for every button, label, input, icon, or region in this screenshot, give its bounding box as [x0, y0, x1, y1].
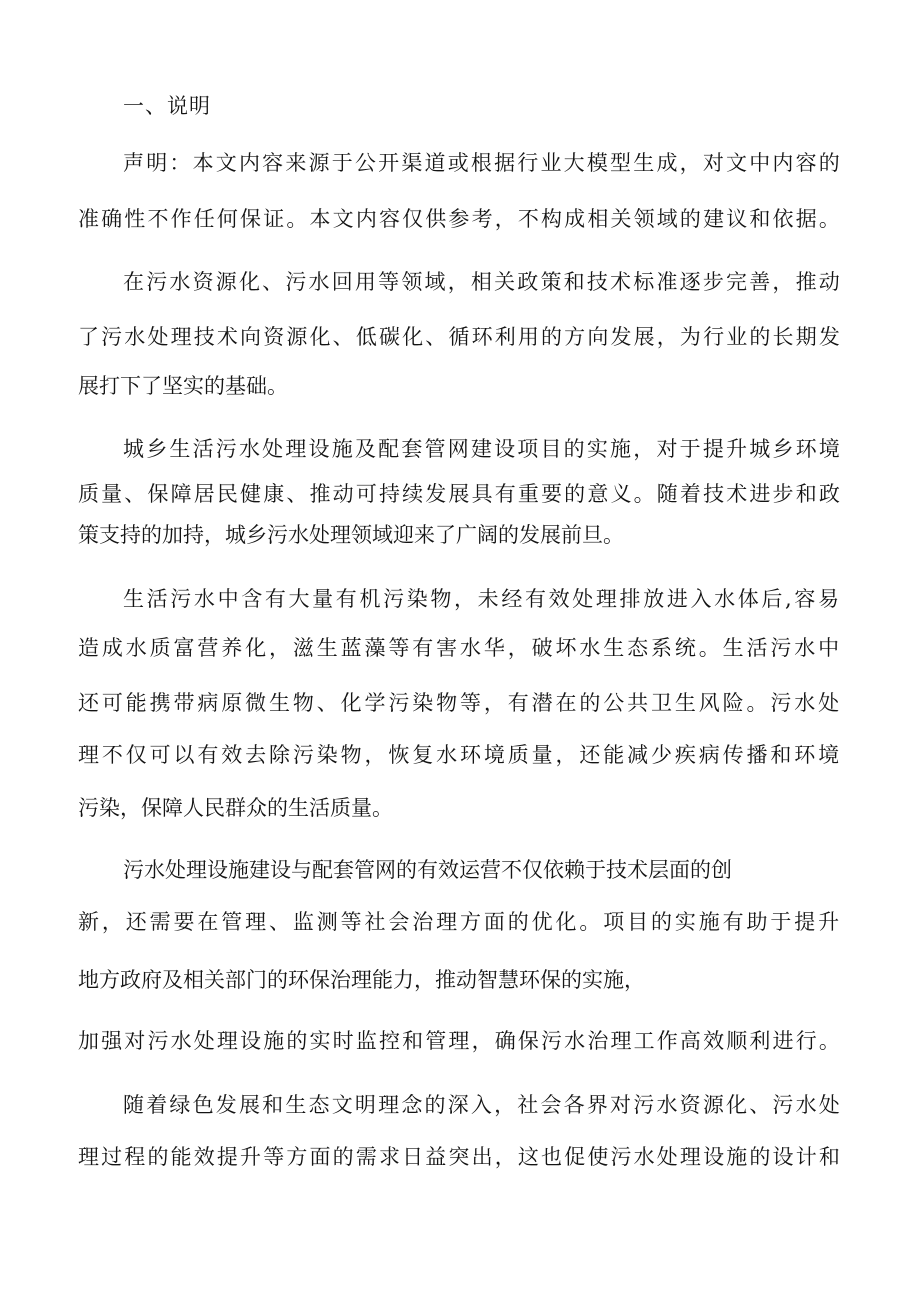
paragraph-5-line-4: 加强对污水处理设施的实时监控和管理，确保污水治理工作高效顺利进行。 — [78, 1029, 842, 1053]
paragraph-4-line-4: 理不仅可以有效去除污染物，恢复水环境质量，还能减少疾病传播和环境 — [78, 743, 842, 767]
paragraph-4-line-1: 生活污水中含有大量有机污染物，未经有效处理排放进入水体后,容易 — [123, 587, 842, 611]
section-heading: 一、说明 — [123, 94, 211, 118]
paragraph-2-line-2: 了污水处理技术向资源化、低碳化、循环利用的方向发展，为行业的长期发 — [78, 325, 842, 349]
paragraph-2-line-3: 展打下了坚实的基础。 — [78, 374, 288, 398]
paragraph-5-line-2: 新，还需要在管理、监测等社会治理方面的优化。项目的实施有助于提升 — [78, 910, 842, 934]
paragraph-5-line-1: 污水处理设施建设与配套管网的有效运营不仅依赖于技术层面的创 — [123, 858, 732, 882]
paragraph-6-line-1: 随着绿色发展和生态文明理念的深入，社会各界对污水资源化、污水处 — [123, 1093, 842, 1117]
paragraph-2-line-1: 在污水资源化、污水回用等领域，相关政策和技术标准逐步完善，推动 — [123, 270, 842, 294]
paragraph-5-line-3: 地方政府及相关部门的环保治理能力，推动智慧环保的实施， — [78, 968, 645, 992]
paragraph-1-line-2: 准确性不作任何保证。本文内容仅供参考，不构成相关领域的建议和依据。 — [78, 207, 842, 231]
paragraph-3-line-2: 质量、保障居民健康、推动可持续发展具有重要的意义。随着技术进步和政 — [78, 482, 842, 506]
paragraph-3-line-3: 策支持的加持，城乡污水处理领域迎来了广阔的发展前旦。 — [78, 523, 624, 547]
paragraph-4-line-3: 还可能携带病原微生物、化学污染物等，有潜在的公共卫生风险。污水处 — [78, 691, 842, 715]
paragraph-6-line-2: 理过程的能效提升等方面的需求日益突出，这也促使污水处理设施的设计和 — [78, 1145, 842, 1169]
paragraph-4-line-2: 造成水质富营养化，滋生蓝藻等有害水华，破坏水生态系统。生活污水中 — [78, 636, 842, 660]
paragraph-3-line-1: 城乡生活污水处理设施及配套管网建设项目的实施，对于提升城乡环境 — [123, 437, 842, 461]
paragraph-1-line-1: 声明：本文内容来源于公开渠道或根据行业大模型生成，对文中内容的 — [123, 151, 842, 175]
paragraph-4-line-5: 污染，保障人民群众的生活质量。 — [78, 796, 393, 820]
